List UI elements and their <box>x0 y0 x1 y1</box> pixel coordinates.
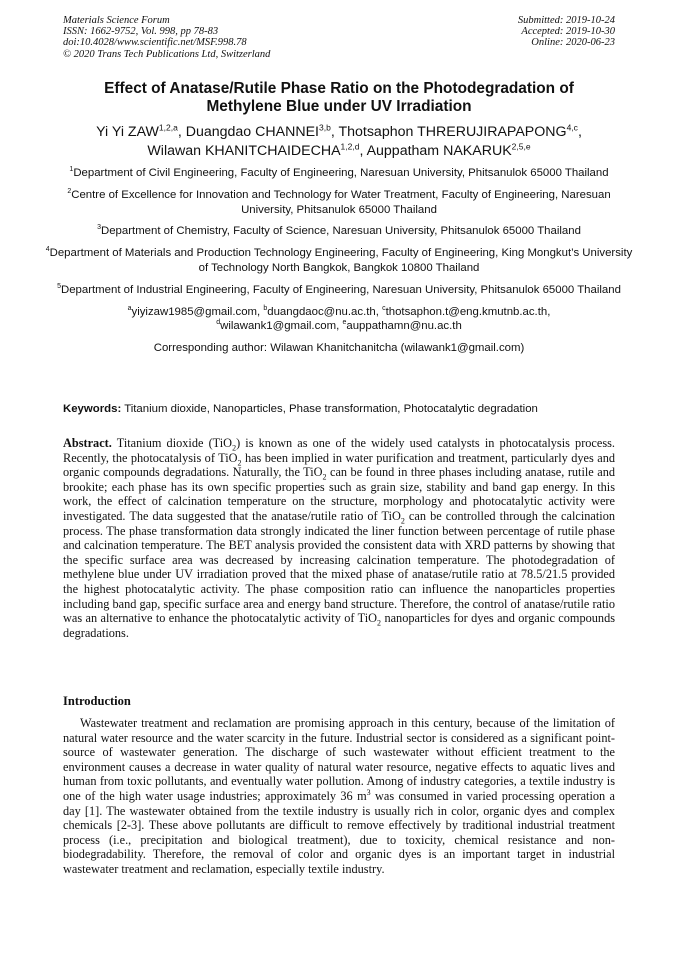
abstract-text: nanoparticles for dyes and organic compounds degradations. <box>63 611 615 640</box>
email-sup: b <box>263 304 268 312</box>
introduction-paragraph <box>63 716 615 877</box>
title-line-2: Methylene Blue under UV Irradiation <box>206 98 472 115</box>
affiliation-sup: 1 <box>69 166 74 174</box>
author-affil-sup: 1,2,a <box>158 122 178 133</box>
affiliations <box>40 166 638 356</box>
superscript: 3 <box>366 787 371 797</box>
author-name: Auppatham NAKARUK <box>366 143 512 159</box>
abstract-label: Abstract. <box>63 436 112 450</box>
affiliation-text: Centre of Excellence for Innovation and Technology for Water Treatment, Faculty of Engineering, Naresuan University, Phitsanulok 65000 Thailand <box>71 188 611 216</box>
author-affil-sup: 2,5,e <box>511 141 531 152</box>
subscript: 2 <box>322 472 327 482</box>
body-text: Wastewater treatment and reclamation are promising approach in this century, because of the limitation of natural water resource and the water scarcity in the future. Industrial sector is considered as a significant point-source of wastewater generation. The discharge of such wastewater without efficient treatment to the environment causes a decrease in water quality of natural water resource, negative effects to aquatic lives and human from toxic pollutants, and eventually water pollution. Among of industry categories, a textile industry is one of the high water usage industries; approximately 36 m <box>63 716 615 803</box>
affiliation-text: Department of Industrial Engineering, Faculty of Engineering, Naresuan University, Phitsanulok 65000 Thailand <box>60 283 621 296</box>
author-affil-sup: 1,2,d <box>340 141 360 152</box>
author-separator: , <box>177 124 186 140</box>
abstract-text: ) is known as one of the widely used catalysts in photocatalysis process. Recently, the photocatalysis of TiO <box>63 436 615 465</box>
subscript: 2 <box>400 516 405 526</box>
email-link[interactable]: yiyizaw1985@gmail.com <box>131 305 258 318</box>
online-date: Online: 2020-06-23 <box>531 37 615 49</box>
journal-copyright: © 2020 Trans Tech Publications Ltd, Switzerland <box>63 48 271 60</box>
email-sup: c <box>382 304 386 312</box>
affiliation-1 <box>40 166 638 181</box>
author-name: Duangdao CHANNEI <box>185 124 319 140</box>
author-affil-sup: 3,b <box>318 122 331 133</box>
author-list <box>30 123 648 161</box>
abstract-text: has been implied in water purification and treatment, particularly dyes and organic compounds degradations. Naturally, the TiO <box>63 450 615 480</box>
affiliation-4 <box>40 246 638 276</box>
affiliation-text: Department of Materials and Production Technology Engineering, Faculty of Engineering, King Mongkut’s University of Technology North Bangkok, Bangkok 10800 Thailand <box>49 247 633 274</box>
affiliation-text: Department of Chemistry, Faculty of Science, Naresuan University, Phitsanulok 65000 Thailand <box>101 225 581 238</box>
author-separator: , <box>577 124 582 140</box>
author-name: Wilawan KHANITCHAIDECHA <box>147 143 341 159</box>
affiliation-text: Department of Civil Engineering, Faculty of Engineering, Naresuan University, Phitsanulok 65000 Thailand <box>73 167 609 179</box>
abstract-text: can be controlled through the calcination process. The phase transformation data strongly indicated the liner function between percentage of rutile phase and calcination temperature. The BET analysis provided the consistent data with XRD patterns by showing that the specific surface area was decreased by increasing calcination temperature. The photodegradation of methylene blue under UV irradiation proved that the mixed phase of anatase/rutile ratio at 78.5/21.5 provided the highest photocatalytic activity. The phase composition ratio can influence the nanoparticles properties including band gap, specific surface area and energy band structure. Therefore, the control of anatase/rutile ratio was an alternative to enhance the photocatalytic activity of TiO <box>63 508 615 626</box>
journal-issn: ISSN: 1662-9752, Vol. 998, pp 78-83 <box>63 26 219 38</box>
affiliation-sup: 4 <box>45 246 50 254</box>
title-line-1: Effect of Anatase/Rutile Phase Ratio on the Photodegradation of <box>104 80 574 97</box>
subscript: 2 <box>237 458 242 468</box>
corresponding-author: Corresponding author: Wilawan Khanitchanitcha (wilawank1@gmail.com) <box>153 342 525 355</box>
affiliation-sup: 2 <box>67 188 72 195</box>
keywords-label: Keywords: <box>63 403 122 415</box>
author-affil-sup: 4,c <box>566 122 578 133</box>
keywords <box>63 402 615 416</box>
abstract-text: Titanium dioxide (TiO <box>116 436 233 450</box>
email-link[interactable]: wilawank1@gmail.com <box>220 320 337 333</box>
email-link[interactable]: auppathamn@nu.ac.th <box>346 320 462 333</box>
abstract <box>63 436 615 640</box>
journal-doi: doi:10.4028/www.scientific.net/MSF.998.78 <box>63 37 247 49</box>
affiliation-5 <box>40 283 638 298</box>
affiliation-sup: 3 <box>97 224 101 232</box>
affiliation-3 <box>40 224 638 239</box>
abstract-text: can be found in three phases including anatase, rutile and brookite; each phase has its own specific properties such as grain size, stability and band gap energy. In this work, the effect of calcination temperature on the structure, morphology and photocatalytic activity were investigated. The data suggested that the anatase/rutile ratio of TiO <box>63 465 615 523</box>
author-name: Yi Yi ZAW <box>96 124 159 140</box>
submission-dates <box>518 15 615 49</box>
journal-name: Materials Science Forum <box>63 15 170 26</box>
email-sup: d <box>216 319 221 327</box>
email-sup: e <box>342 319 347 327</box>
affiliation-2 <box>40 188 638 218</box>
email-link[interactable]: thotsaphon.t@eng.kmutnb.ac.th <box>385 305 548 318</box>
journal-header <box>63 15 270 60</box>
affiliation-sup: 5 <box>57 282 61 290</box>
section-heading-introduction: Introduction <box>63 694 131 708</box>
author-separator: , <box>330 124 339 140</box>
subscript: 2 <box>232 443 237 453</box>
author-name: Thotsaphon THRERUJIRAPAPONG <box>338 124 567 140</box>
author-emails: $^a$yiyizaw1985@gmail.com, $^b$duangdaoc@nu.ac.th, $^c$thotsaphon.t@eng.kmutnb.ac.th, $^d$wilawank1@gmail.com, $^e$auppathamn@nu.ac.th <box>127 304 551 333</box>
author-separator: , <box>359 143 367 159</box>
submitted-date: Submitted: 2019-10-24 <box>517 15 615 26</box>
email-sup: a <box>127 304 132 312</box>
subscript: 2 <box>377 618 382 628</box>
paper-title <box>40 80 638 116</box>
accepted-date: Accepted: 2019-10-30 <box>521 26 615 38</box>
email-link[interactable]: duangdaoc@nu.ac.th <box>267 305 376 318</box>
body-text: was consumed in varied processing operation a day [1]. The wastewater obtained from the textile industry is usually rich in color, organic dyes and complex chemicals [2-3]. These above pollutants are difficult to remove effectively by traditional industrial treatment process (i.e., precipitation and biological treatment), due to toxicity, chemical resistance and non-biodegradability. Therefore, the removal of color and organic dyes is an important target in industrial wastewater treatment and reclamation, especially textile industry. <box>63 788 616 876</box>
keywords-text: Titanium dioxide, Nanoparticles, Phase transformation, Photocatalytic degradation <box>124 403 538 415</box>
